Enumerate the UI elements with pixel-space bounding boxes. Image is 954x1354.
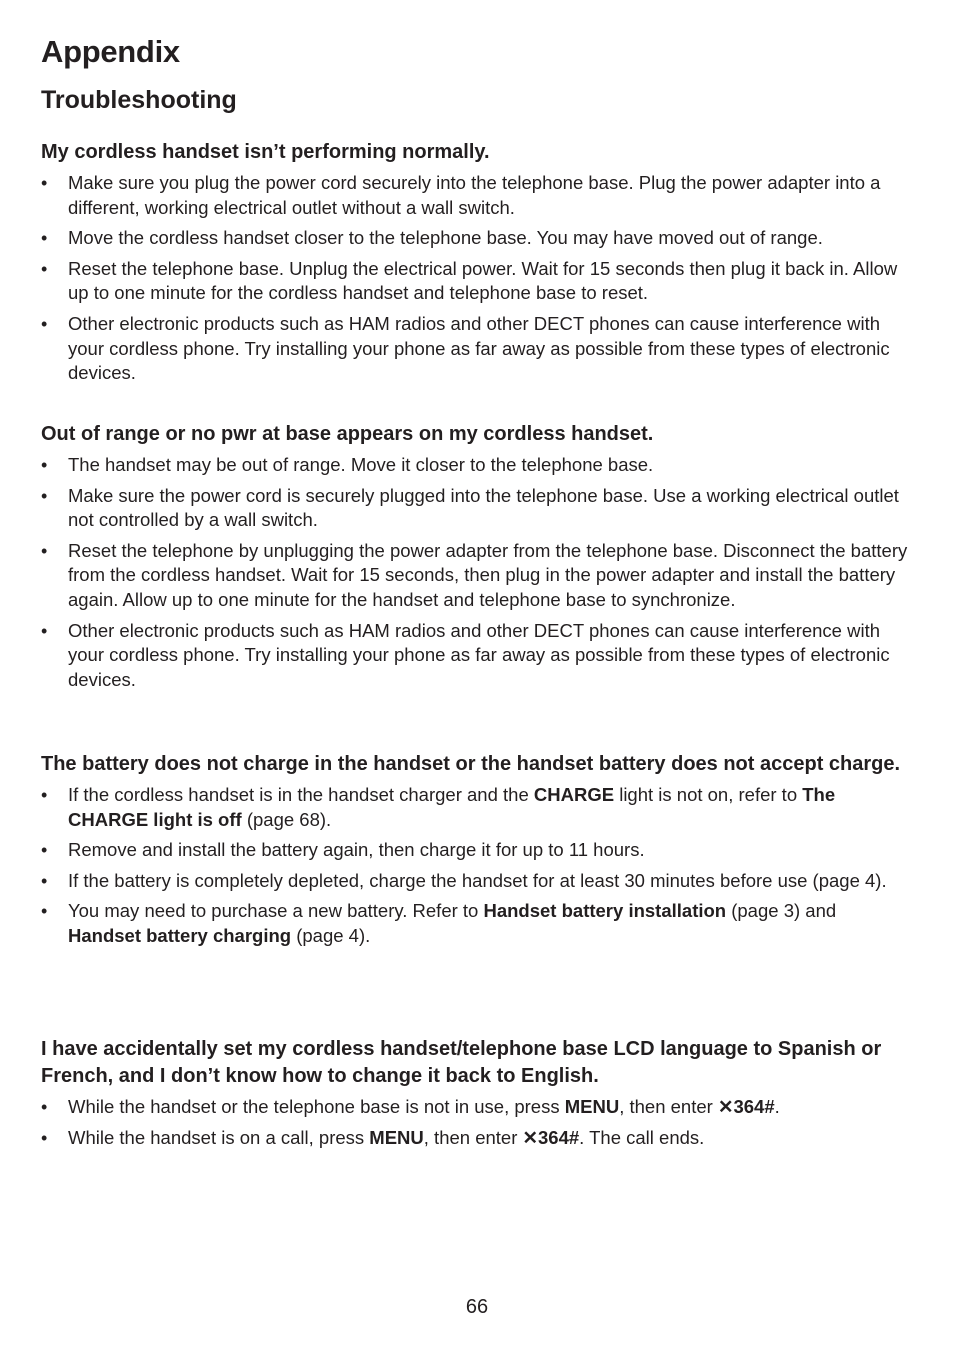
problem-heading: I have accidentally set my cordless handset/telephone base LCD language to Spanish or French, and I don’t know how to change it back to English. (41, 1038, 882, 1087)
section-heading: Troubleshooting (41, 86, 237, 114)
solution-list (41, 453, 913, 692)
text-run: The handset may be out of range. Move it closer to the telephone base. (68, 454, 654, 475)
list-item (41, 619, 913, 693)
list-item (41, 453, 913, 478)
text-run: . (774, 1096, 780, 1117)
problem-heading: My cordless handset isn’t performing normally. (41, 141, 490, 163)
troubleshooting-section (41, 421, 913, 698)
bold-text: The CHARGE light is off (68, 784, 836, 830)
list-item (41, 257, 913, 306)
list-item (41, 539, 913, 613)
text-run: Reset the telephone by unplugging the power adapter from the telephone base. Disconnect the battery from the cordless handset. Wait for 15 seconds, then plug in the power adapter and install the battery again. Allow up to one minute for the handset and telephone base to synchronize. (68, 539, 908, 610)
text-run: . The call ends. (579, 1126, 705, 1148)
list-item (41, 1126, 913, 1151)
text-run: While the handset is on a call, press (68, 1126, 370, 1148)
text-run: (page 4). (291, 924, 371, 946)
text-run: , then enter (423, 1126, 523, 1148)
bold-text: MENU (369, 1126, 424, 1148)
bold-text: Handset battery charging (68, 924, 292, 946)
bold-text: ✕364# (522, 1126, 580, 1148)
troubleshooting-section (41, 139, 913, 392)
list-item (41, 171, 913, 220)
page-title: Appendix (41, 34, 180, 69)
text-run: Move the cordless handset closer to the telephone base. You may have moved out of range. (68, 227, 823, 249)
list-item (41, 484, 913, 533)
list-item (41, 312, 913, 386)
text-run: (page 68). (241, 808, 332, 830)
text-run: Make sure you plug the power cord securely into the telephone base. Plug the power adapter into a different, working electrical outlet without a wall switch. (68, 172, 881, 218)
text-run: Other electronic products such as HAM radios and other DECT phones can cause interference with your cordless phone. Try installing your phone as far away as possible from these types of electronic devices. (68, 312, 890, 384)
text-run: light is not on, refer to (614, 784, 803, 805)
page-number: 66 (465, 1296, 489, 1318)
bold-text: ✕364# (717, 1096, 775, 1117)
bold-text: CHARGE (533, 784, 615, 805)
text-run: You may need to purchase a new battery. Refer to (68, 900, 484, 922)
text-run: While the handset or the telephone base is not in use, press (68, 1096, 565, 1117)
text-run: Make sure the power cord is securely plugged into the telephone base. Use a working electrical outlet not controlled by a wall switch. (68, 484, 899, 531)
text-run: , then enter (619, 1096, 718, 1117)
list-item (41, 899, 913, 948)
list-item (41, 869, 913, 894)
text-run: If the battery is completely depleted, charge the handset for at least 30 minutes before use (page 4). (68, 869, 887, 891)
text-run: If the cordless handset is in the handset charger and the (68, 784, 534, 805)
text-run: Other electronic products such as HAM radios and other DECT phones can cause interference with your cordless phone. Try installing your phone as far away as possible from these types of electronic devices. (68, 619, 890, 690)
text-run: (page 3) and (726, 900, 837, 922)
problem-heading: Out of range or no pwr at base appears on my cordless handset. (41, 423, 654, 445)
troubleshooting-section (41, 751, 913, 955)
bold-text: MENU (564, 1096, 620, 1117)
troubleshooting-section (41, 1036, 913, 1156)
solution-list (41, 1095, 913, 1150)
text-run: Remove and install the battery again, then charge it for up to 11 hours. (68, 839, 645, 861)
list-item (41, 1095, 913, 1120)
solution-list (41, 171, 913, 386)
text-run: Reset the telephone base. Unplug the electrical power. Wait for 15 seconds then plug it back in. Allow up to one minute for the cordless handset and telephone base to reset. (68, 257, 898, 304)
list-item (41, 838, 913, 863)
list-item (41, 226, 913, 251)
problem-heading: The battery does not charge in the handset or the handset battery does not accept charge. (41, 753, 901, 775)
solution-list (41, 783, 913, 949)
bold-text: Handset battery installation (483, 900, 727, 922)
list-item (41, 783, 913, 832)
